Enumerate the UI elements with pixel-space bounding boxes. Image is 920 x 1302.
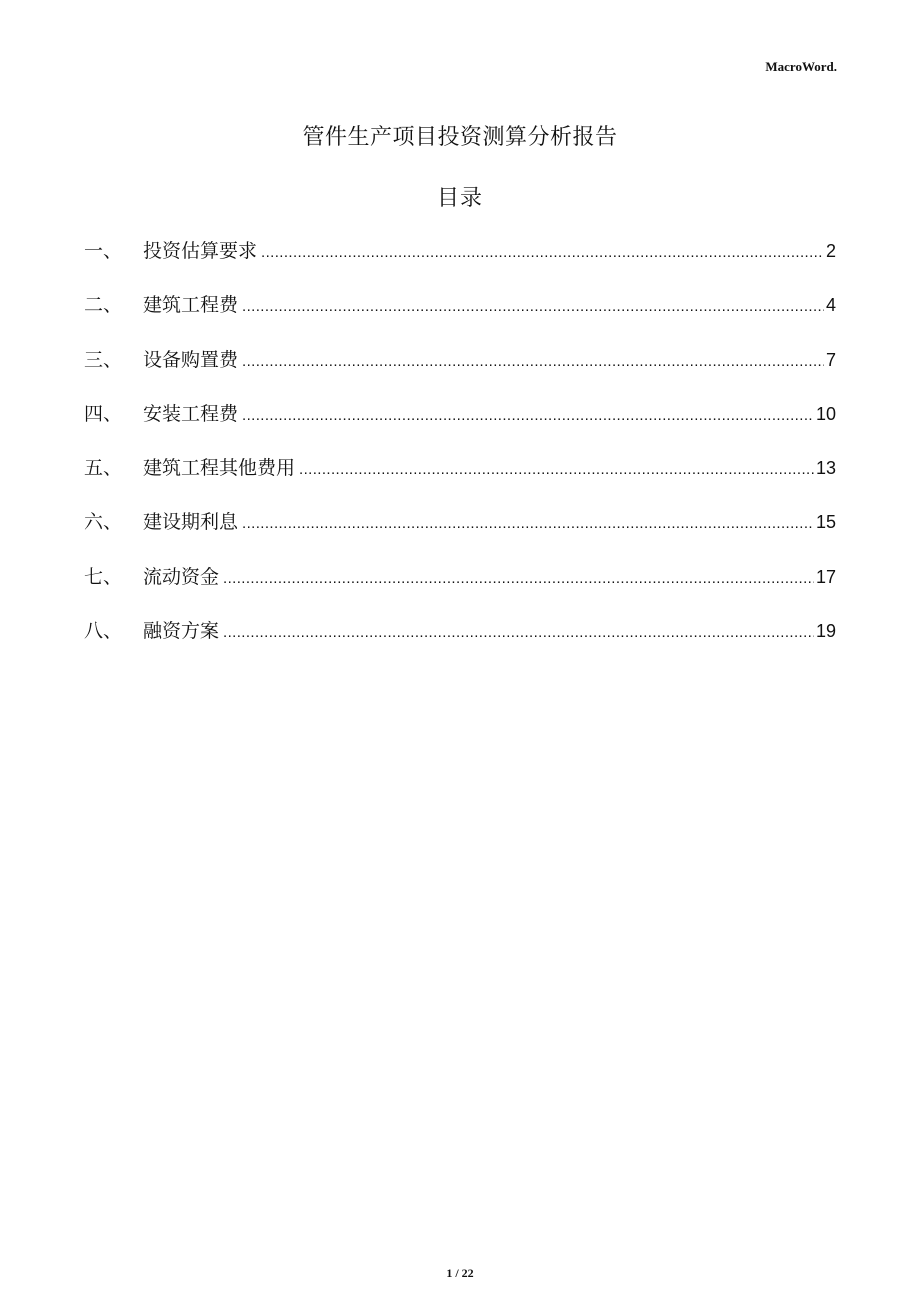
toc-dot-leader bbox=[299, 461, 814, 478]
toc-item-label: 安装工程费 bbox=[143, 402, 239, 425]
toc-item[interactable] bbox=[84, 562, 836, 616]
toc-item[interactable] bbox=[84, 290, 836, 344]
toc-item[interactable] bbox=[84, 453, 836, 507]
toc-item[interactable] bbox=[84, 399, 836, 453]
toc-dot-leader bbox=[242, 407, 814, 424]
toc-item[interactable] bbox=[84, 616, 836, 670]
toc-dot-leader bbox=[223, 570, 814, 587]
toc-item-number: 四、 bbox=[84, 402, 123, 425]
document-title: 管件生产项目投资测算分析报告 bbox=[302, 125, 618, 150]
toc-item-number: 七、 bbox=[84, 565, 123, 588]
toc-dot-leader bbox=[242, 353, 824, 370]
toc-dot-leader bbox=[223, 624, 814, 641]
toc-item-page: 17 bbox=[815, 566, 836, 587]
toc-item-label: 设备购置费 bbox=[143, 348, 239, 371]
toc-item-number: 三、 bbox=[84, 348, 123, 371]
toc-item-page: 4 bbox=[825, 295, 836, 316]
toc-item-label: 流动资金 bbox=[143, 565, 220, 588]
toc-item-page: 2 bbox=[825, 241, 836, 261]
toc-item-label: 融资方案 bbox=[143, 620, 220, 643]
toc-item-label: 建筑工程费 bbox=[143, 294, 239, 317]
toc-item[interactable] bbox=[84, 236, 836, 290]
page-number-indicator: 1 / 22 bbox=[446, 1266, 474, 1280]
toc-dot-leader bbox=[242, 515, 814, 532]
toc-item[interactable] bbox=[84, 345, 836, 399]
table-of-contents bbox=[84, 236, 836, 670]
toc-item-number: 八、 bbox=[84, 620, 123, 643]
toc-item-number: 六、 bbox=[84, 511, 123, 534]
toc-item-number: 五、 bbox=[84, 457, 123, 480]
toc-item[interactable] bbox=[84, 507, 836, 561]
toc-dot-leader bbox=[261, 244, 824, 261]
toc-heading: 目录 bbox=[436, 186, 483, 211]
toc-item-label: 投资估算要求 bbox=[143, 240, 258, 262]
toc-item-page: 10 bbox=[815, 403, 836, 424]
toc-item-number: 一、 bbox=[84, 240, 123, 262]
toc-item-page: 19 bbox=[815, 621, 836, 642]
toc-dot-leader bbox=[242, 298, 824, 315]
toc-item-label: 建设期利息 bbox=[143, 511, 239, 534]
toc-item-label: 建筑工程其他费用 bbox=[143, 457, 296, 480]
toc-item-page: 15 bbox=[815, 512, 836, 533]
header-brand: MacroWord. bbox=[765, 59, 837, 74]
toc-item-page: 13 bbox=[815, 458, 836, 479]
toc-item-page: 7 bbox=[825, 349, 836, 370]
toc-item-number: 二、 bbox=[84, 294, 123, 317]
